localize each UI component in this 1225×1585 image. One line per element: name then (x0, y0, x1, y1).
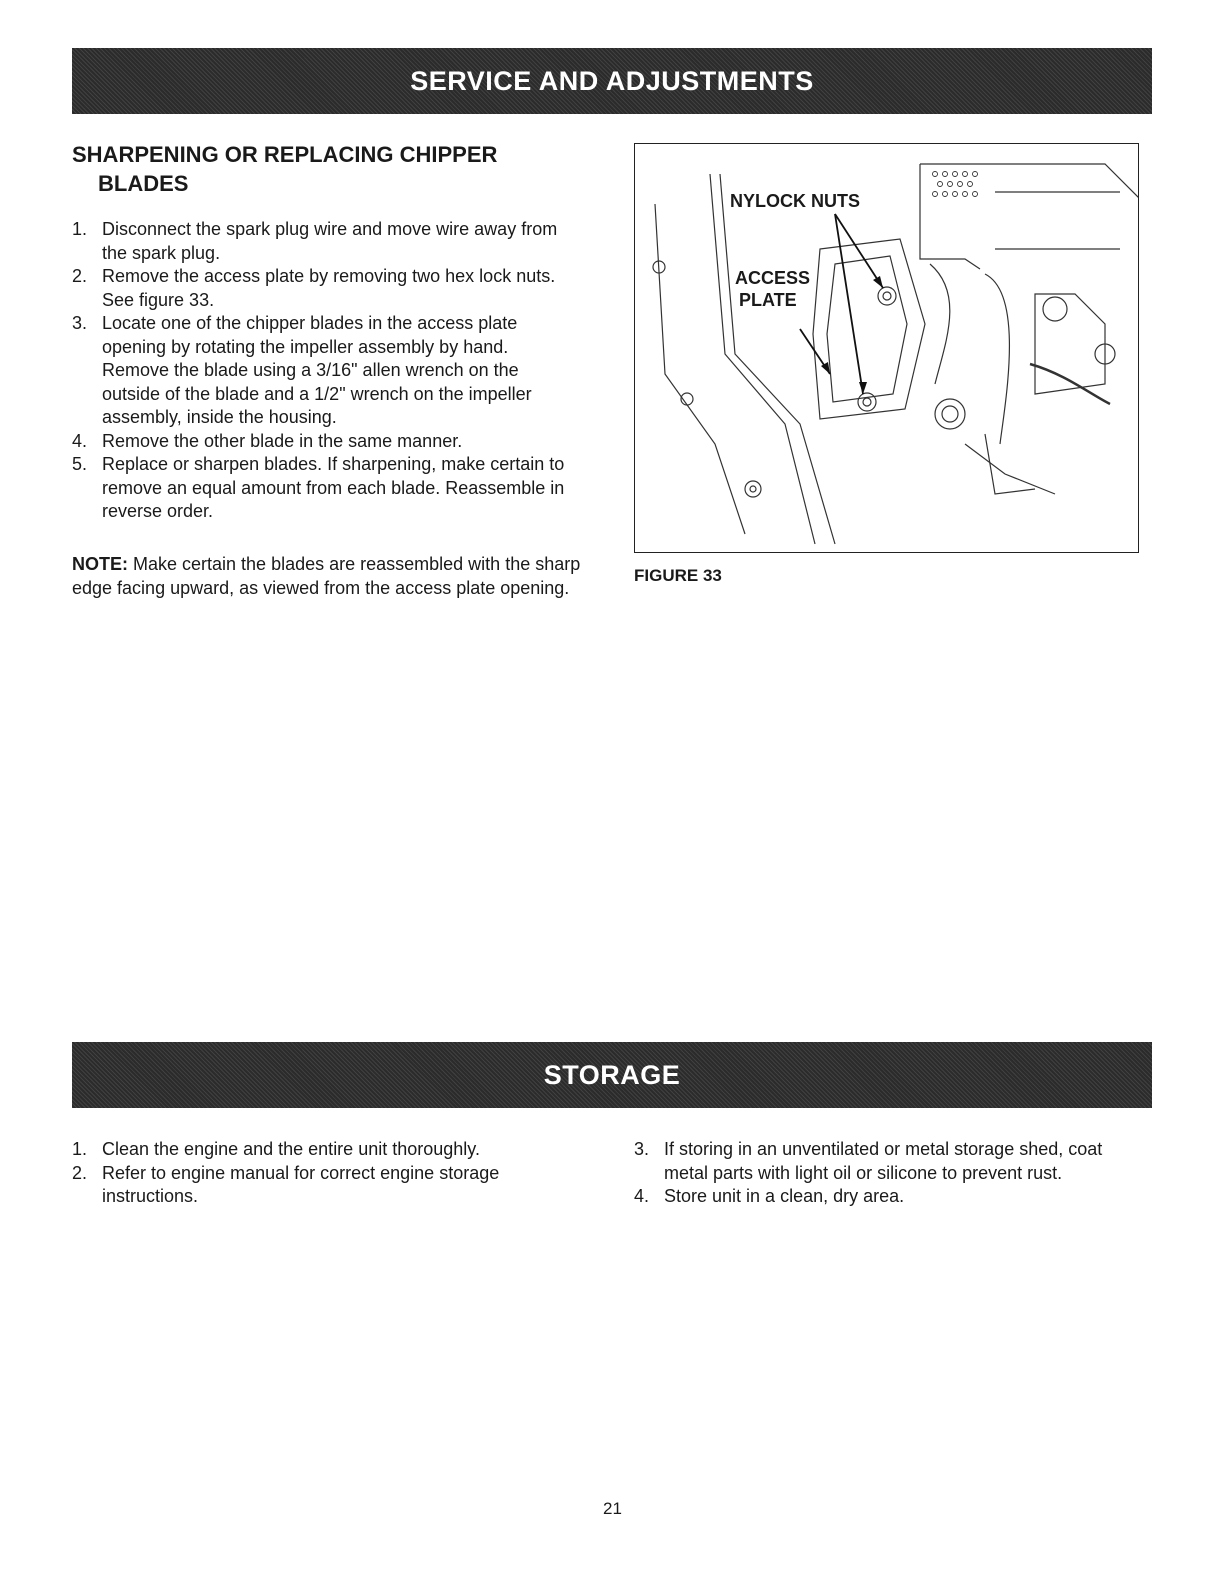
step-text: Disconnect the spark plug wire and move wire away from the spark plug. (102, 219, 558, 263)
step-text: Refer to engine manual for correct engine storage instructions. (102, 1162, 500, 1206)
step-text: Replace or sharpen blades. If sharpening, make certain to remove an equal amount from each blade. Reassemble in reverse order. (102, 454, 565, 521)
list-item (634, 1185, 1139, 1209)
step-text: If storing in an unventilated or metal storage shed, coat metal parts with light oil or silicone to prevent rust. (664, 1139, 1103, 1183)
page-number: 21 (603, 1499, 622, 1518)
reassembly-note (72, 553, 592, 600)
banner-title: SERVICE AND ADJUSTMENTS (410, 66, 814, 96)
sharpening-steps-list (72, 218, 572, 524)
step-number: 1. (72, 219, 88, 239)
figure-caption: FIGURE 33 (634, 566, 722, 585)
step-text: Locate one of the chipper blades in the access plate opening by rotating the impeller assembly by hand. Remove the blade using a 3/16" allen wrench on the outside of the blade and a 1/2" wrench on the impeller assembly, inside the housing. (102, 313, 532, 427)
sharpening-heading (72, 140, 592, 198)
step-text: Clean the engine and the entire unit thoroughly. (102, 1139, 480, 1159)
callout-access-plate (735, 267, 855, 311)
figure-33-illustration (634, 143, 1139, 553)
step-number: 5. (72, 454, 88, 474)
step-number: 1. (72, 1139, 88, 1159)
banner-title: STORAGE (543, 1060, 681, 1090)
list-item (72, 218, 572, 265)
list-item (72, 453, 572, 524)
note-label: NOTE: (72, 554, 128, 574)
list-item (72, 1162, 572, 1209)
list-item (72, 430, 572, 454)
step-text: Store unit in a clean, dry area. (664, 1186, 905, 1206)
callout-nylock-nuts: NYLOCK NUTS (730, 191, 860, 211)
chipper-access-plate-drawing (635, 144, 1139, 553)
step-number: 4. (634, 1186, 650, 1206)
step-number: 3. (634, 1139, 650, 1159)
storage-banner (72, 1042, 1152, 1108)
list-item (72, 265, 572, 312)
heading-line-1: SHARPENING OR REPLACING CHIPPER (72, 142, 498, 167)
storage-steps-right (634, 1138, 1139, 1209)
callout-access-line-2: PLATE (739, 290, 797, 310)
callout-access-line-1: ACCESS (735, 268, 811, 288)
list-item (634, 1138, 1139, 1185)
step-number: 2. (72, 266, 88, 286)
step-number: 2. (72, 1162, 88, 1183)
step-text: Remove the access plate by removing two hex lock nuts. See figure 33. (102, 266, 556, 310)
note-text: Make certain the blades are reassembled with the sharp edge facing upward, as viewed from the access plate opening. (72, 554, 581, 598)
step-number: 3. (72, 313, 88, 333)
step-text: Remove the other blade in the same manner. (102, 430, 463, 451)
list-item (72, 312, 572, 430)
list-item (72, 1138, 572, 1162)
heading-line-2: BLADES (98, 171, 189, 196)
service-and-adjustments-banner (72, 48, 1152, 114)
step-number: 4. (72, 430, 88, 451)
storage-steps-left (72, 1138, 572, 1209)
